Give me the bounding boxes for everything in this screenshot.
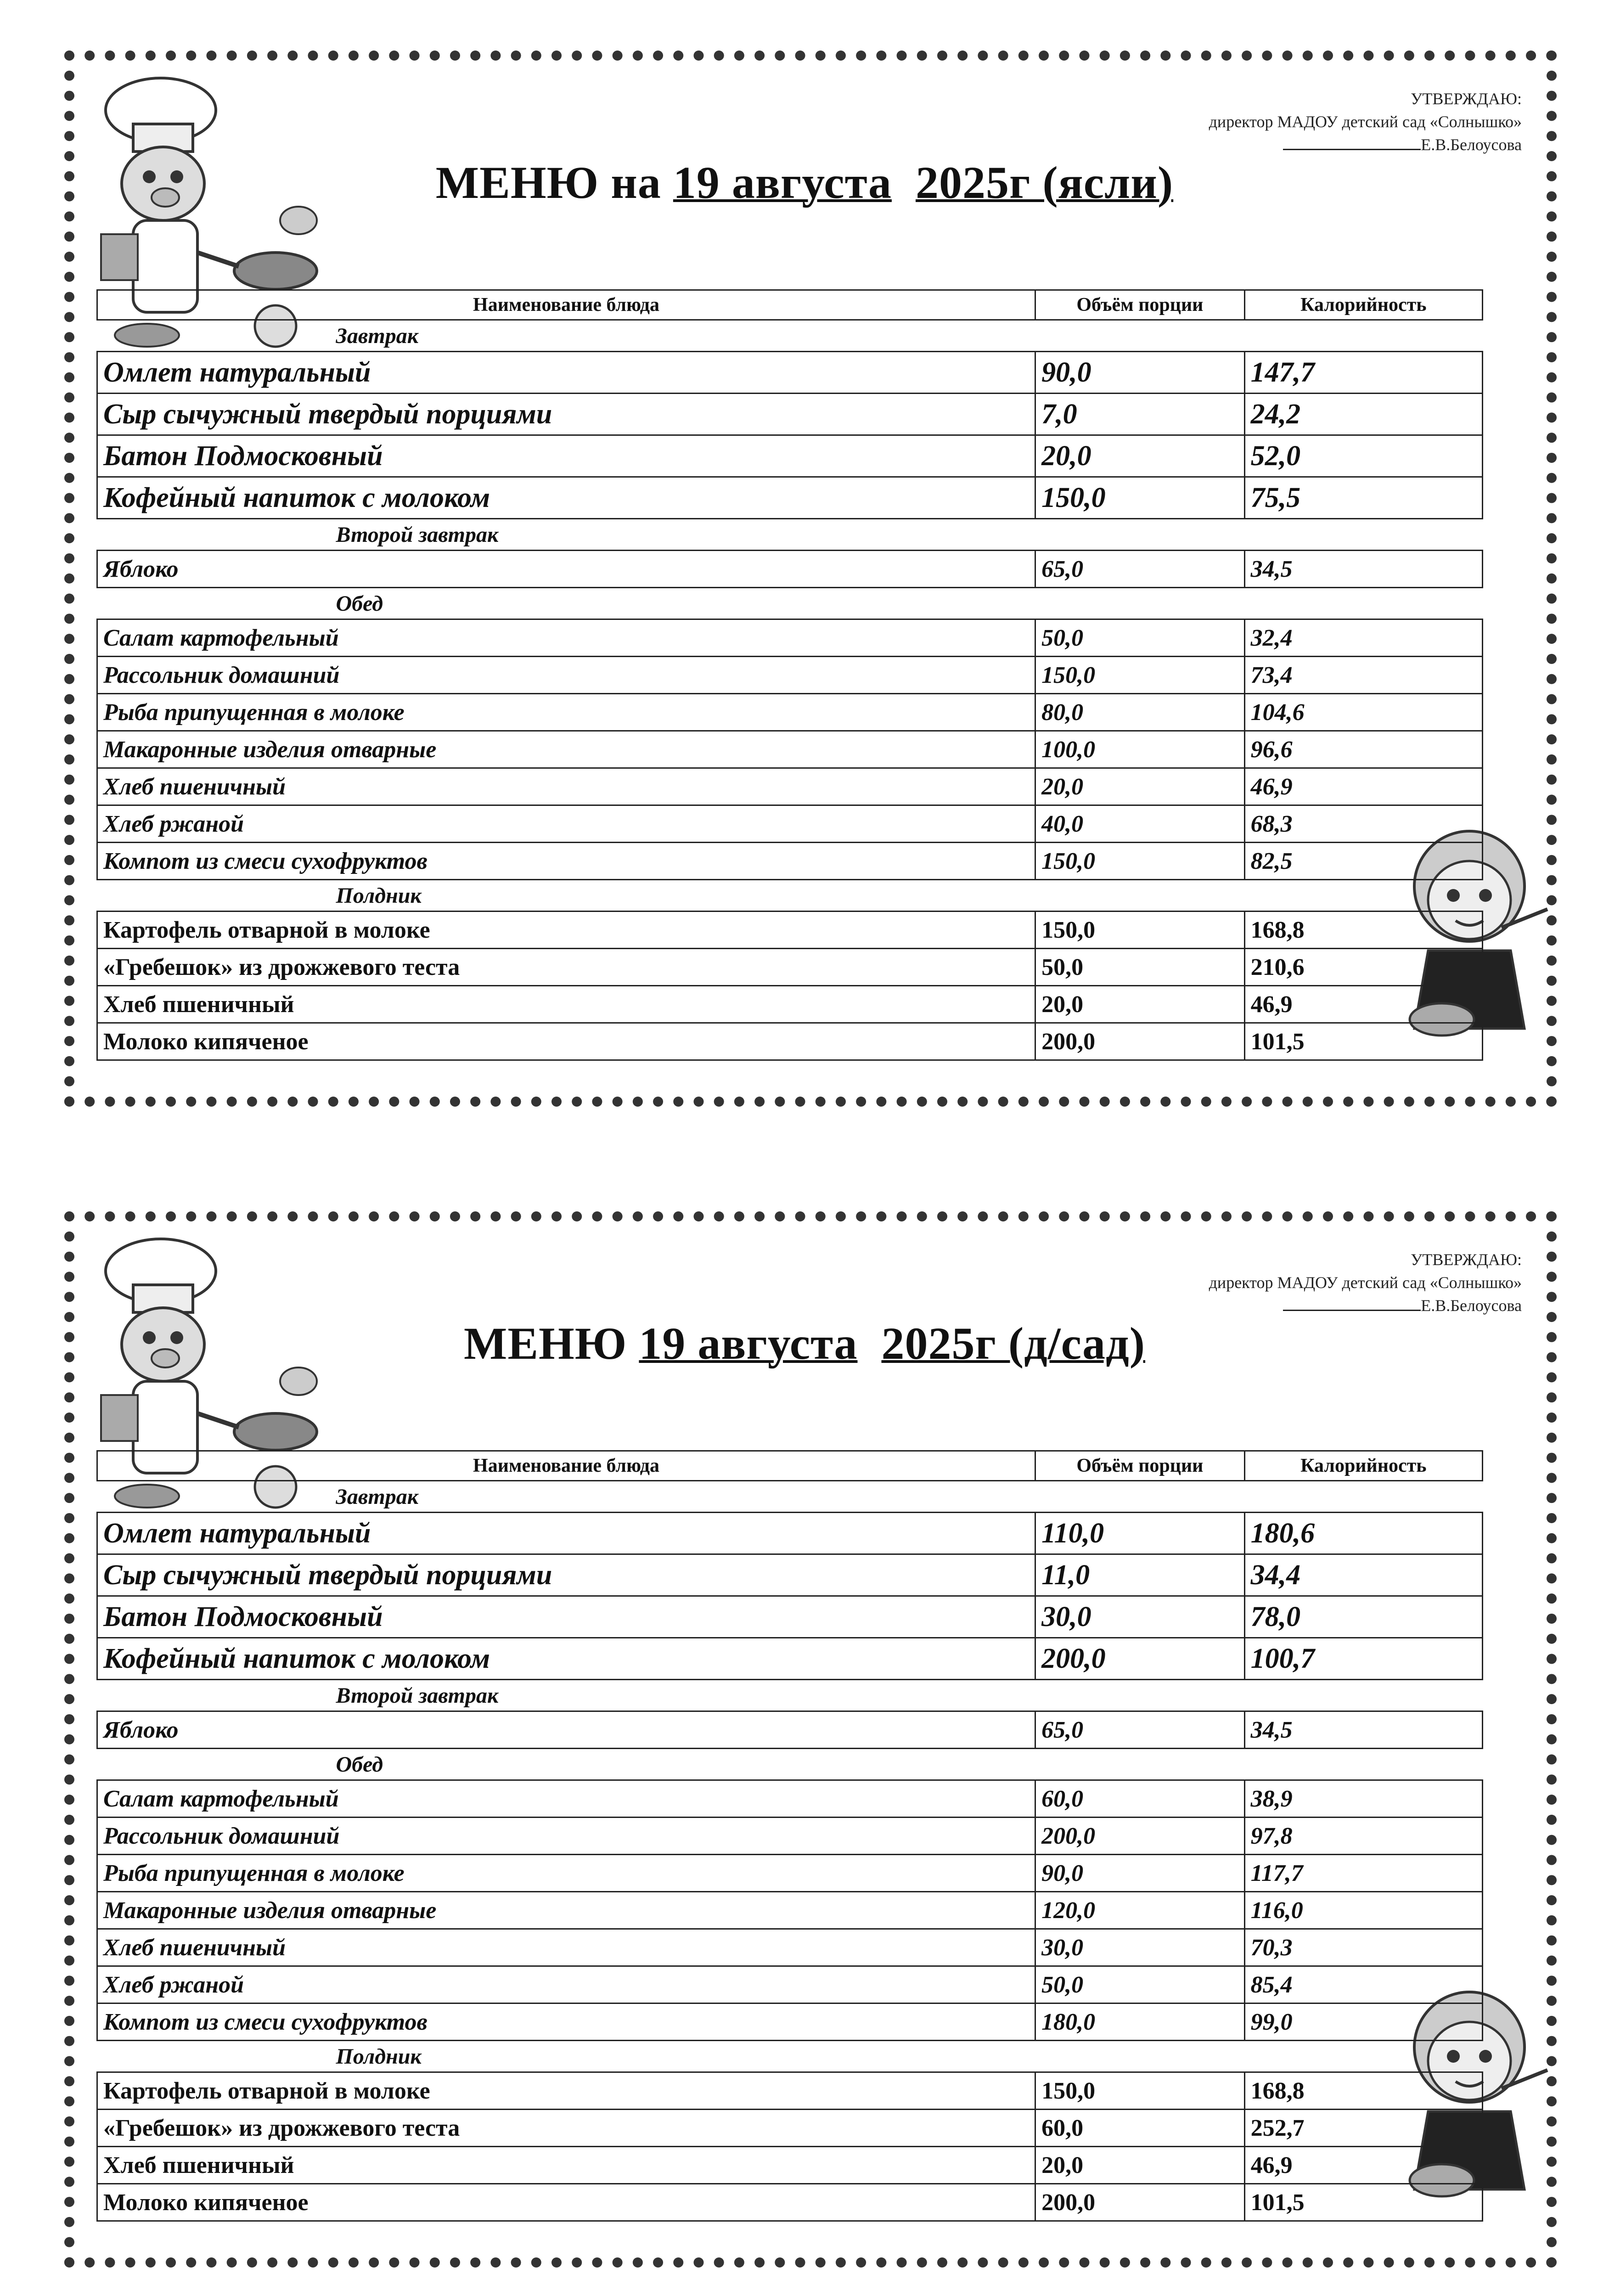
table-row: Салат картофельный 50,0 32,4 xyxy=(97,619,1483,657)
approval-block xyxy=(1209,87,1522,156)
table-row: Компот из смеси сухофруктов 150,0 82,5 xyxy=(97,843,1483,880)
table-row: Омлет натуральный 110,0 180,6 xyxy=(97,1513,1483,1554)
table-row: Молоко кипяченое 200,0 101,5 xyxy=(97,2184,1483,2221)
section-breakfast: Завтрак xyxy=(336,323,419,348)
table-row: Компот из смеси сухофруктов 180,0 99,0 xyxy=(97,2003,1483,2041)
table-row: Картофель отварной в молоке 150,0 168,8 xyxy=(97,912,1483,949)
table-row: Салат картофельный 60,0 38,9 xyxy=(97,1780,1483,1818)
approval-line-2: директор МАДОУ детский сад «Солнышко» xyxy=(1209,1273,1522,1292)
table-row: «Гребешок» из дрожжевого теста 60,0 252,7 xyxy=(97,2110,1483,2147)
approval-signer: Е.В.Белоусова xyxy=(1421,1296,1522,1315)
approval-line-1: УТВЕРЖДАЮ: xyxy=(1410,1250,1522,1269)
table-row: Омлет натуральный 90,0 147,7 xyxy=(97,352,1483,394)
header-calories: Калорийность xyxy=(1244,1451,1482,1481)
table-row: Яблоко 65,0 34,5 xyxy=(97,551,1483,588)
table-header xyxy=(97,1451,1483,1481)
section-lunch: Обед xyxy=(336,591,383,616)
table-row: Сыр сычужный твердый порциями 7,0 24,2 xyxy=(97,394,1483,435)
table-row: Молоко кипяченое 200,0 101,5 xyxy=(97,1023,1483,1060)
approval-signer: Е.В.Белоусова xyxy=(1421,135,1522,154)
approval-block xyxy=(1209,1248,1522,1317)
table-row: Хлеб ржаной 50,0 85,4 xyxy=(97,1966,1483,2003)
page-title xyxy=(0,156,1609,209)
approval-line-2: директор МАДОУ детский сад «Солнышко» xyxy=(1209,113,1522,131)
section-snack: Полдник xyxy=(336,2044,422,2069)
signature-line xyxy=(1283,135,1421,150)
table-row: Макаронные изделия отварные 120,0 116,0 xyxy=(97,1892,1483,1929)
title-date: 19 августа xyxy=(673,157,892,208)
table-row: Рассольник домашний 200,0 97,8 xyxy=(97,1818,1483,1855)
header-portion: Объём порции xyxy=(1035,1451,1245,1481)
table-row: Хлеб пшеничный 20,0 46,9 xyxy=(97,768,1483,805)
approval-line-3 xyxy=(1209,133,1522,156)
header-name: Наименование блюда xyxy=(97,1451,1035,1481)
header-calories: Калорийность xyxy=(1244,290,1482,320)
approval-line-3 xyxy=(1209,1294,1522,1317)
table-row: Яблоко 65,0 34,5 xyxy=(97,1711,1483,1749)
header-name: Наименование блюда xyxy=(97,290,1035,320)
header-portion: Объём порции xyxy=(1035,290,1245,320)
table-row: Рыба припущенная в молоке 90,0 117,7 xyxy=(97,1855,1483,1892)
page-title xyxy=(0,1317,1609,1370)
table-row: Рыба припущенная в молоке 80,0 104,6 xyxy=(97,694,1483,731)
section-second-breakfast: Второй завтрак xyxy=(336,522,499,547)
title-group: 2025г (ясли) xyxy=(915,157,1174,208)
table-row: Батон Подмосковный 30,0 78,0 xyxy=(97,1596,1483,1638)
signature-line xyxy=(1283,1296,1421,1311)
table-row: Хлеб пшеничный 30,0 70,3 xyxy=(97,1929,1483,1966)
section-snack: Полдник xyxy=(336,883,422,908)
table-row: Хлеб пшеничный 20,0 46,9 xyxy=(97,986,1483,1023)
title-date: 19 августа xyxy=(639,1318,858,1369)
table-row: Картофель отварной в молоке 150,0 168,8 xyxy=(97,2072,1483,2110)
title-group: 2025г (д/сад) xyxy=(881,1318,1146,1369)
table-row: Сыр сычужный твердый порциями 11,0 34,4 xyxy=(97,1554,1483,1596)
table-row: Кофейный напиток с молоком 150,0 75,5 xyxy=(97,477,1483,519)
section-breakfast: Завтрак xyxy=(336,1484,419,1509)
menu-table-nursery xyxy=(96,289,1483,1061)
table-row: «Гребешок» из дрожжевого теста 50,0 210,6 xyxy=(97,949,1483,986)
table-row: Батон Подмосковный 20,0 52,0 xyxy=(97,435,1483,477)
table-header xyxy=(97,290,1483,320)
table-row: Хлеб пшеничный 20,0 46,9 xyxy=(97,2147,1483,2184)
table-row: Кофейный напиток с молоком 200,0 100,7 xyxy=(97,1638,1483,1680)
title-prefix: МЕНЮ xyxy=(463,1318,639,1369)
approval-line-1: УТВЕРЖДАЮ: xyxy=(1410,90,1522,108)
section-second-breakfast: Второй завтрак xyxy=(336,1683,499,1708)
section-lunch: Обед xyxy=(336,1752,383,1777)
table-row: Рассольник домашний 150,0 73,4 xyxy=(97,657,1483,694)
menu-table-kindergarten xyxy=(96,1450,1483,2222)
table-row: Хлеб ржаной 40,0 68,3 xyxy=(97,805,1483,843)
table-row: Макаронные изделия отварные 100,0 96,6 xyxy=(97,731,1483,768)
title-prefix: МЕНЮ на xyxy=(435,157,673,208)
menu-sheet-kindergarten xyxy=(0,1161,1609,2296)
